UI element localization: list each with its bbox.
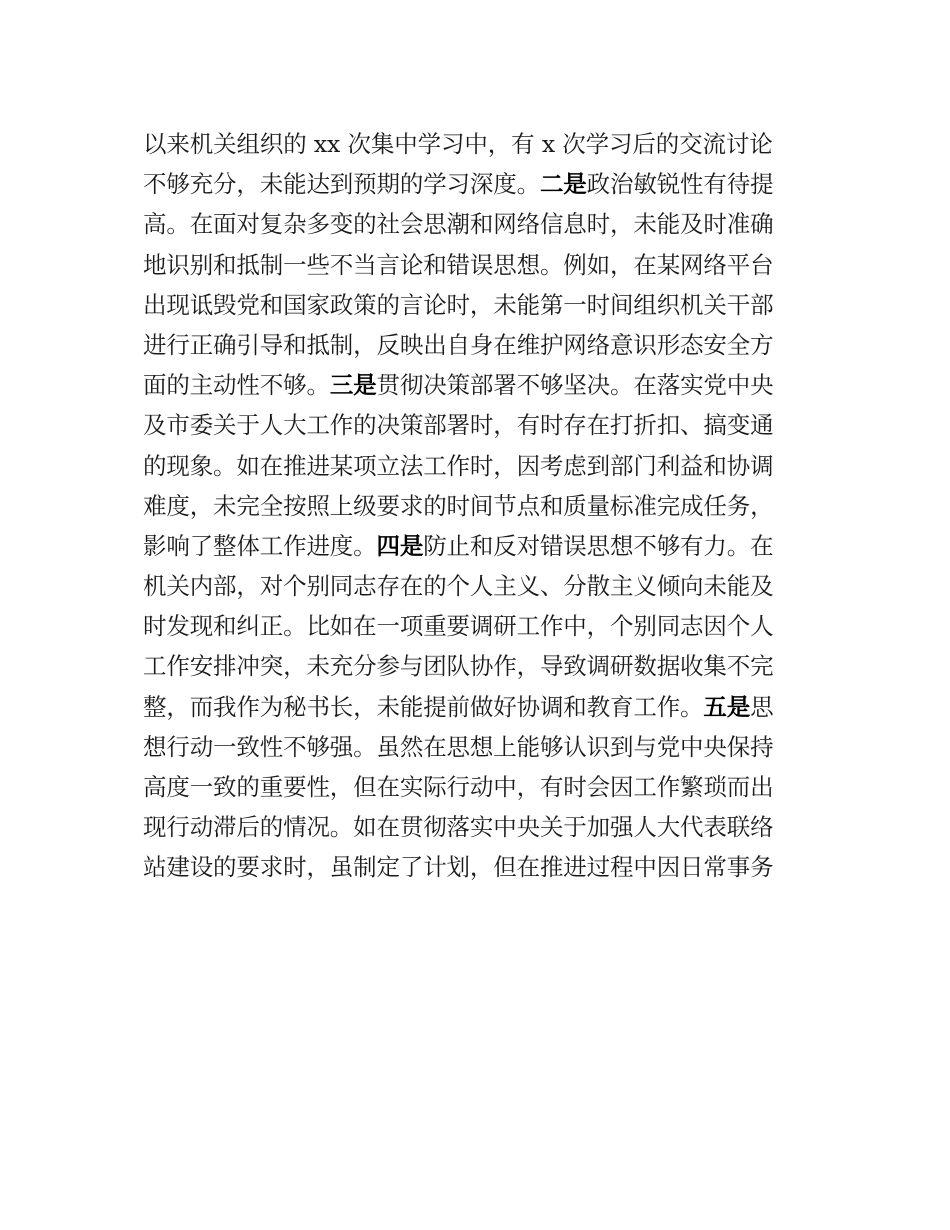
text-segment: 防止和反对错误思想不够有力。在 [423, 531, 774, 560]
text-line [143, 847, 815, 887]
text-segment: 以来机关组织的 xx 次集中学习中，有 x 次学习后的交流讨论 [143, 130, 773, 158]
bold-marker: 四是 [376, 531, 424, 560]
text-segment: 及市委关于人大工作的决策部署时，有时存在打折扣、搞变通 [143, 411, 774, 440]
text-segment: 高度一致的重要性，但在实际行动中，有时会因工作繁琐而出 [143, 773, 774, 801]
text-line [143, 807, 815, 847]
text-segment: 政治敏锐性有待提 [586, 170, 774, 199]
text-line [143, 727, 815, 767]
text-line [143, 245, 815, 285]
text-line [143, 566, 815, 606]
text-line [143, 124, 815, 164]
text-segment: 机关内部，对个别同志存在的个人主义、分散主义倾向未能及 [143, 572, 774, 601]
text-segment: 难度，未完全按照上级要求的时间节点和质量标准完成任务， [143, 491, 774, 520]
text-segment: 进行正确引导和抵制，反映出自身在维护网络意识形态安全方 [143, 330, 774, 359]
text-segment: 面的主动性不够。 [143, 371, 330, 400]
text-segment: 整，而我作为秘书长，未能提前做好协调和教育工作。 [143, 692, 704, 721]
text-line [143, 687, 815, 727]
bold-marker: 五是 [703, 692, 751, 721]
text-segment: 出现诋毁党和国家政策的言论时，未能第一时间组织机关干部 [143, 290, 774, 319]
text-segment: 想行动一致性不够强。虽然在思想上能够认识到与党中央保持 [143, 732, 774, 761]
text-line [143, 164, 815, 204]
text-segment: 影响了整体工作进度。 [143, 531, 377, 560]
text-segment: 工作安排冲突，未充分参与团队协作，导致调研数据收集不完 [143, 652, 774, 681]
text-segment: 的现象。如在推进某项立法工作时，因考虑到部门利益和协调 [143, 451, 774, 480]
text-line [143, 325, 815, 365]
text-line [143, 486, 815, 526]
text-line [143, 446, 815, 486]
text-segment: 地识别和抵制一些不当言论和错误思想。例如，在某网络平台 [143, 250, 774, 279]
text-line [143, 646, 815, 686]
text-line [143, 405, 815, 445]
text-line [143, 204, 815, 244]
text-segment: 现行动滞后的情况。如在贯彻落实中央关于加强人大代表联络 [143, 813, 774, 842]
text-segment: 时发现和纠正。比如在一项重要调研工作中，个别同志因个人 [143, 612, 774, 641]
text-line [143, 767, 815, 807]
text-segment: 贯彻决策部署不够坚决。在落实党中央 [376, 371, 774, 400]
text-line [143, 285, 815, 325]
text-segment: 思 [750, 692, 774, 721]
text-line [143, 606, 815, 646]
text-line [143, 365, 815, 405]
text-segment: 高。在面对复杂多变的社会思潮和网络信息时，未能及时准确 [143, 210, 774, 239]
bold-marker: 二是 [539, 170, 587, 199]
bold-marker: 三是 [329, 371, 377, 400]
document-body [143, 124, 815, 888]
text-segment: 站建设的要求时，虽制定了计划，但在推进过程中因日常事务 [143, 853, 774, 882]
text-segment: 不够充分，未能达到预期的学习深度。 [143, 170, 540, 199]
text-line [143, 526, 815, 566]
